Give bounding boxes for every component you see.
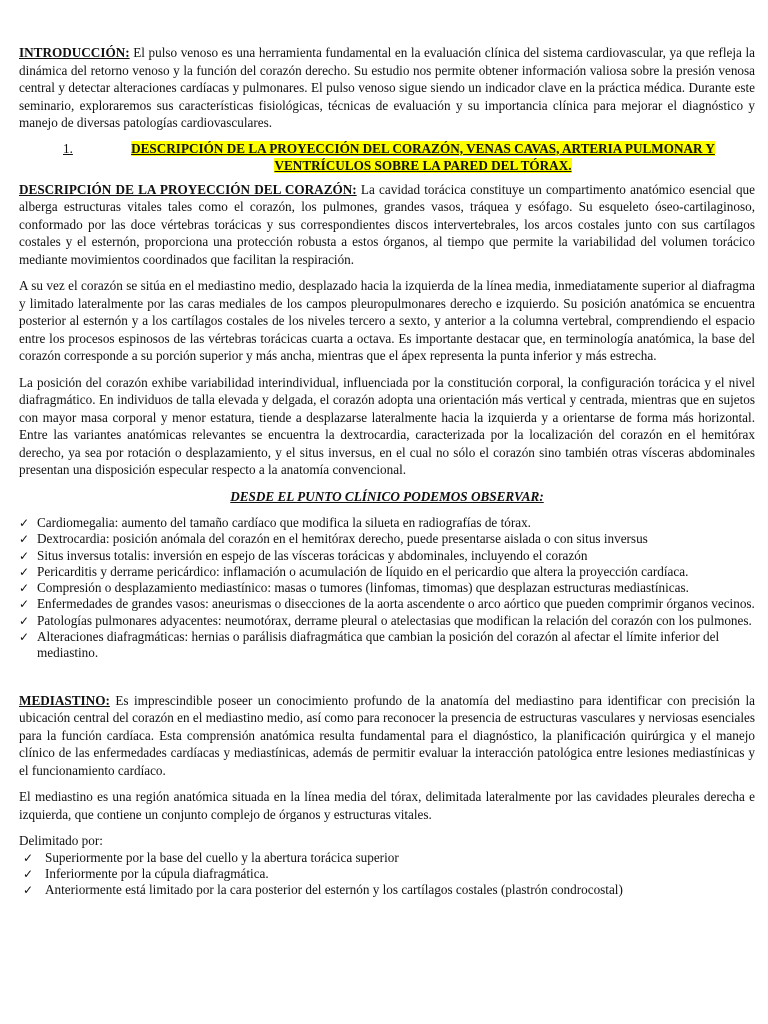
list-item: ✓ Pericarditis y derrame pericárdico: inflamación o acumulación de líquido en el pericardio que altera la proyección cardíaca. [19,563,689,579]
description-paragraph [19,181,755,269]
mediastino-paragraph [19,692,755,780]
document-page [19,44,755,899]
check-icon: ✓ [19,613,30,628]
list-item: ✓ Compresión o desplazamiento mediastínico: masas o tumores (linfomas, timomas) que desplazan estructuras mediastínicas. [19,580,689,596]
list-item: ✓ Inferiormente por la cúpula diafragmática. [23,865,269,881]
check-icon: ✓ [19,532,30,547]
clinical-list [19,515,755,662]
list-item: ✓ Enfermedades de grandes vasos: aneurismas o disecciones de la aorta ascendente o arco aórtico que pueden comprimir órganos vecinos. [19,596,755,612]
list-item: ✓ Anteriormente está limitado por la cara posterior del esternón y los cartílagos costales (plastrón condrocostal) [23,882,623,898]
check-icon: ✓ [23,850,34,865]
section-title: DESCRIPCIÓN DE LA PROYECCIÓN DEL CORAZÓN, VENAS CAVAS, ARTERIA PULMONAR Y VENTRÍCULOS SOBRE LA PARED DEL TÓRAX. [131,140,715,173]
description-label: DESCRIPCIÓN DE LA PROYECCIÓN DEL CORAZÓN: [19,181,357,197]
check-icon: ✓ [19,597,30,612]
limits-heading: Delimitado por: [19,833,103,849]
section-number: 1. [63,140,73,156]
intro-label: INTRODUCCIÓN: [19,45,130,60]
list-item: ✓ Alteraciones diafragmáticas: hernias o parálisis diafragmática que cambian la posición del corazón al afectar el límite inferior del mediastino. [19,629,720,661]
check-icon: ✓ [19,630,30,645]
variability-paragraph: La posición del corazón exhibe variabilidad interindividual, influenciada por la constitución corporal, la configuración torácica y el nivel diafragmático. En individuos de talla elevada y delgada, el corazón adopta una orientación más vertical y centrada, mientras que en sujetos con mayor masa corporal y menor estatura, tiende a desplazarse lateralmente hacia la izquierda y a orientarse de forma más horizontal. Entre las variantes anatómicas relevantes se encuentra la dextrocardia, caracterizada por la localización del corazón en el hemitórax derecho, ya sea por rotación o desplazamiento, y el situs inversus, en el cual no sólo el corazón sino también otras vísceras abdominales presentan una disposición especular respecto a la anatomía convencional. [19,374,755,477]
list-item: ✓ Cardiomegalia: aumento del tamaño cardíaco que modifica la silueta en radiografías de tórax. [19,515,531,530]
intro-text: El pulso venoso es una herramienta fundamental en la evaluación clínica del sistema cardiovascular, ya que refleja la dinámica del retorno venoso y la función del corazón derecho. Su estudio nos permite obtener información valiosa sobre la presión venosa central y detectar alteraciones cardíacas y pulmonares. El pulso venoso sigue siendo un indicador clave en la práctica médica. Durante este seminario, exploraremos sus características fisiológicas, técnicas de evaluación y su importancia clínica para mejorar el diagnóstico y manejo de diversas patologías cardiovasculares. [19,45,755,130]
mediastino-text: Es imprescindible poseer un conocimiento profundo de la anatomía del mediastino para identificar con precisión la ubicación central del corazón en el mediastino medio, así como para reconocer la presencia de estructuras vasculares y nerviosas esenciales para la función cardíaca. Esta comprensión anatómica resulta fundamental para el diagnóstico, la planificación quirúrgica y el manejo clínico de las enfermedades cardíacas y mediastínicas, además de permitir evaluar la interacción patológica entre lesiones mediastínicas y el funcionamiento cardíaco. [19,692,755,778]
check-icon: ✓ [19,564,30,579]
description-text: La cavidad torácica constituye un compartimento anatómico esencial que alberga estructuras vitales tales como el corazón, los pulmones, grandes vasos, tráquea y esófago. Su esqueleto óseo-cartilaginoso, conformado por las doce vértebras torácicas y sus correspondientes discos intervertebrales, los arcos costales junto con sus cartílagos costales y el esternón, proporciona una protección robusta a estos órganos, al tiempo que permite la variabilidad del volumen torácico mediante movimientos coordinados que facilitan la respiración. [19,181,755,267]
check-icon: ✓ [23,883,34,898]
check-icon: ✓ [23,866,34,881]
mediastino-region-paragraph: El mediastino es una región anatómica situada en la línea media del tórax, delimitada lateralmente por las cavidades pleurales derecha e izquierda, que contiene un conjunto complejo de órganos y estructuras vitales. [19,789,755,822]
list-item: ✓ Situs inversus totalis: inversión en espejo de las vísceras torácicas y abdominales, incluyendo el corazón [19,547,588,563]
section-heading [19,140,755,175]
list-item: ✓ Patologías pulmonares adyacentes: neumotórax, derrame pleural o atelectasias que modifican la relación del corazón con los pulmones. [19,612,752,628]
mediastino-label: MEDIASTINO: [19,692,110,708]
clinical-heading: DESDE EL PUNTO CLÍNICO PODEMOS OBSERVAR: [230,488,544,504]
limits-list [19,850,755,899]
check-icon: ✓ [19,516,30,530]
position-paragraph: A su vez el corazón se sitúa en el mediastino medio, desplazado hacia la izquierda de la línea media, inmediatamente superior al diafragma y limitado lateralmente por las caras mediales de los campos pleuropulmonares derecho e izquierdo. Su posición anatómica se encuentra posterior al esternón y a los cartílagos costales de los niveles tercero a sexto, y anterior a la columna vertebral, comprendiendo el espacio entre los procesos espinosos de las vértebras torácicas cuarta a octava. Es importante destacar que, en terminología anatómica, la base del corazón corresponde a su porción superior y más ancha, mientras que el ápex representa la punta inferior y más estrecha. [19,278,755,363]
list-item: ✓ Dextrocardia: posición anómala del corazón en el hemitórax derecho, puede presentarse aislada o con situs inversus [19,531,648,547]
check-icon: ✓ [19,548,30,563]
list-item: ✓ Superiormente por la base del cuello y la abertura torácica superior [23,849,399,865]
check-icon: ✓ [19,581,30,596]
intro-paragraph [19,44,755,132]
